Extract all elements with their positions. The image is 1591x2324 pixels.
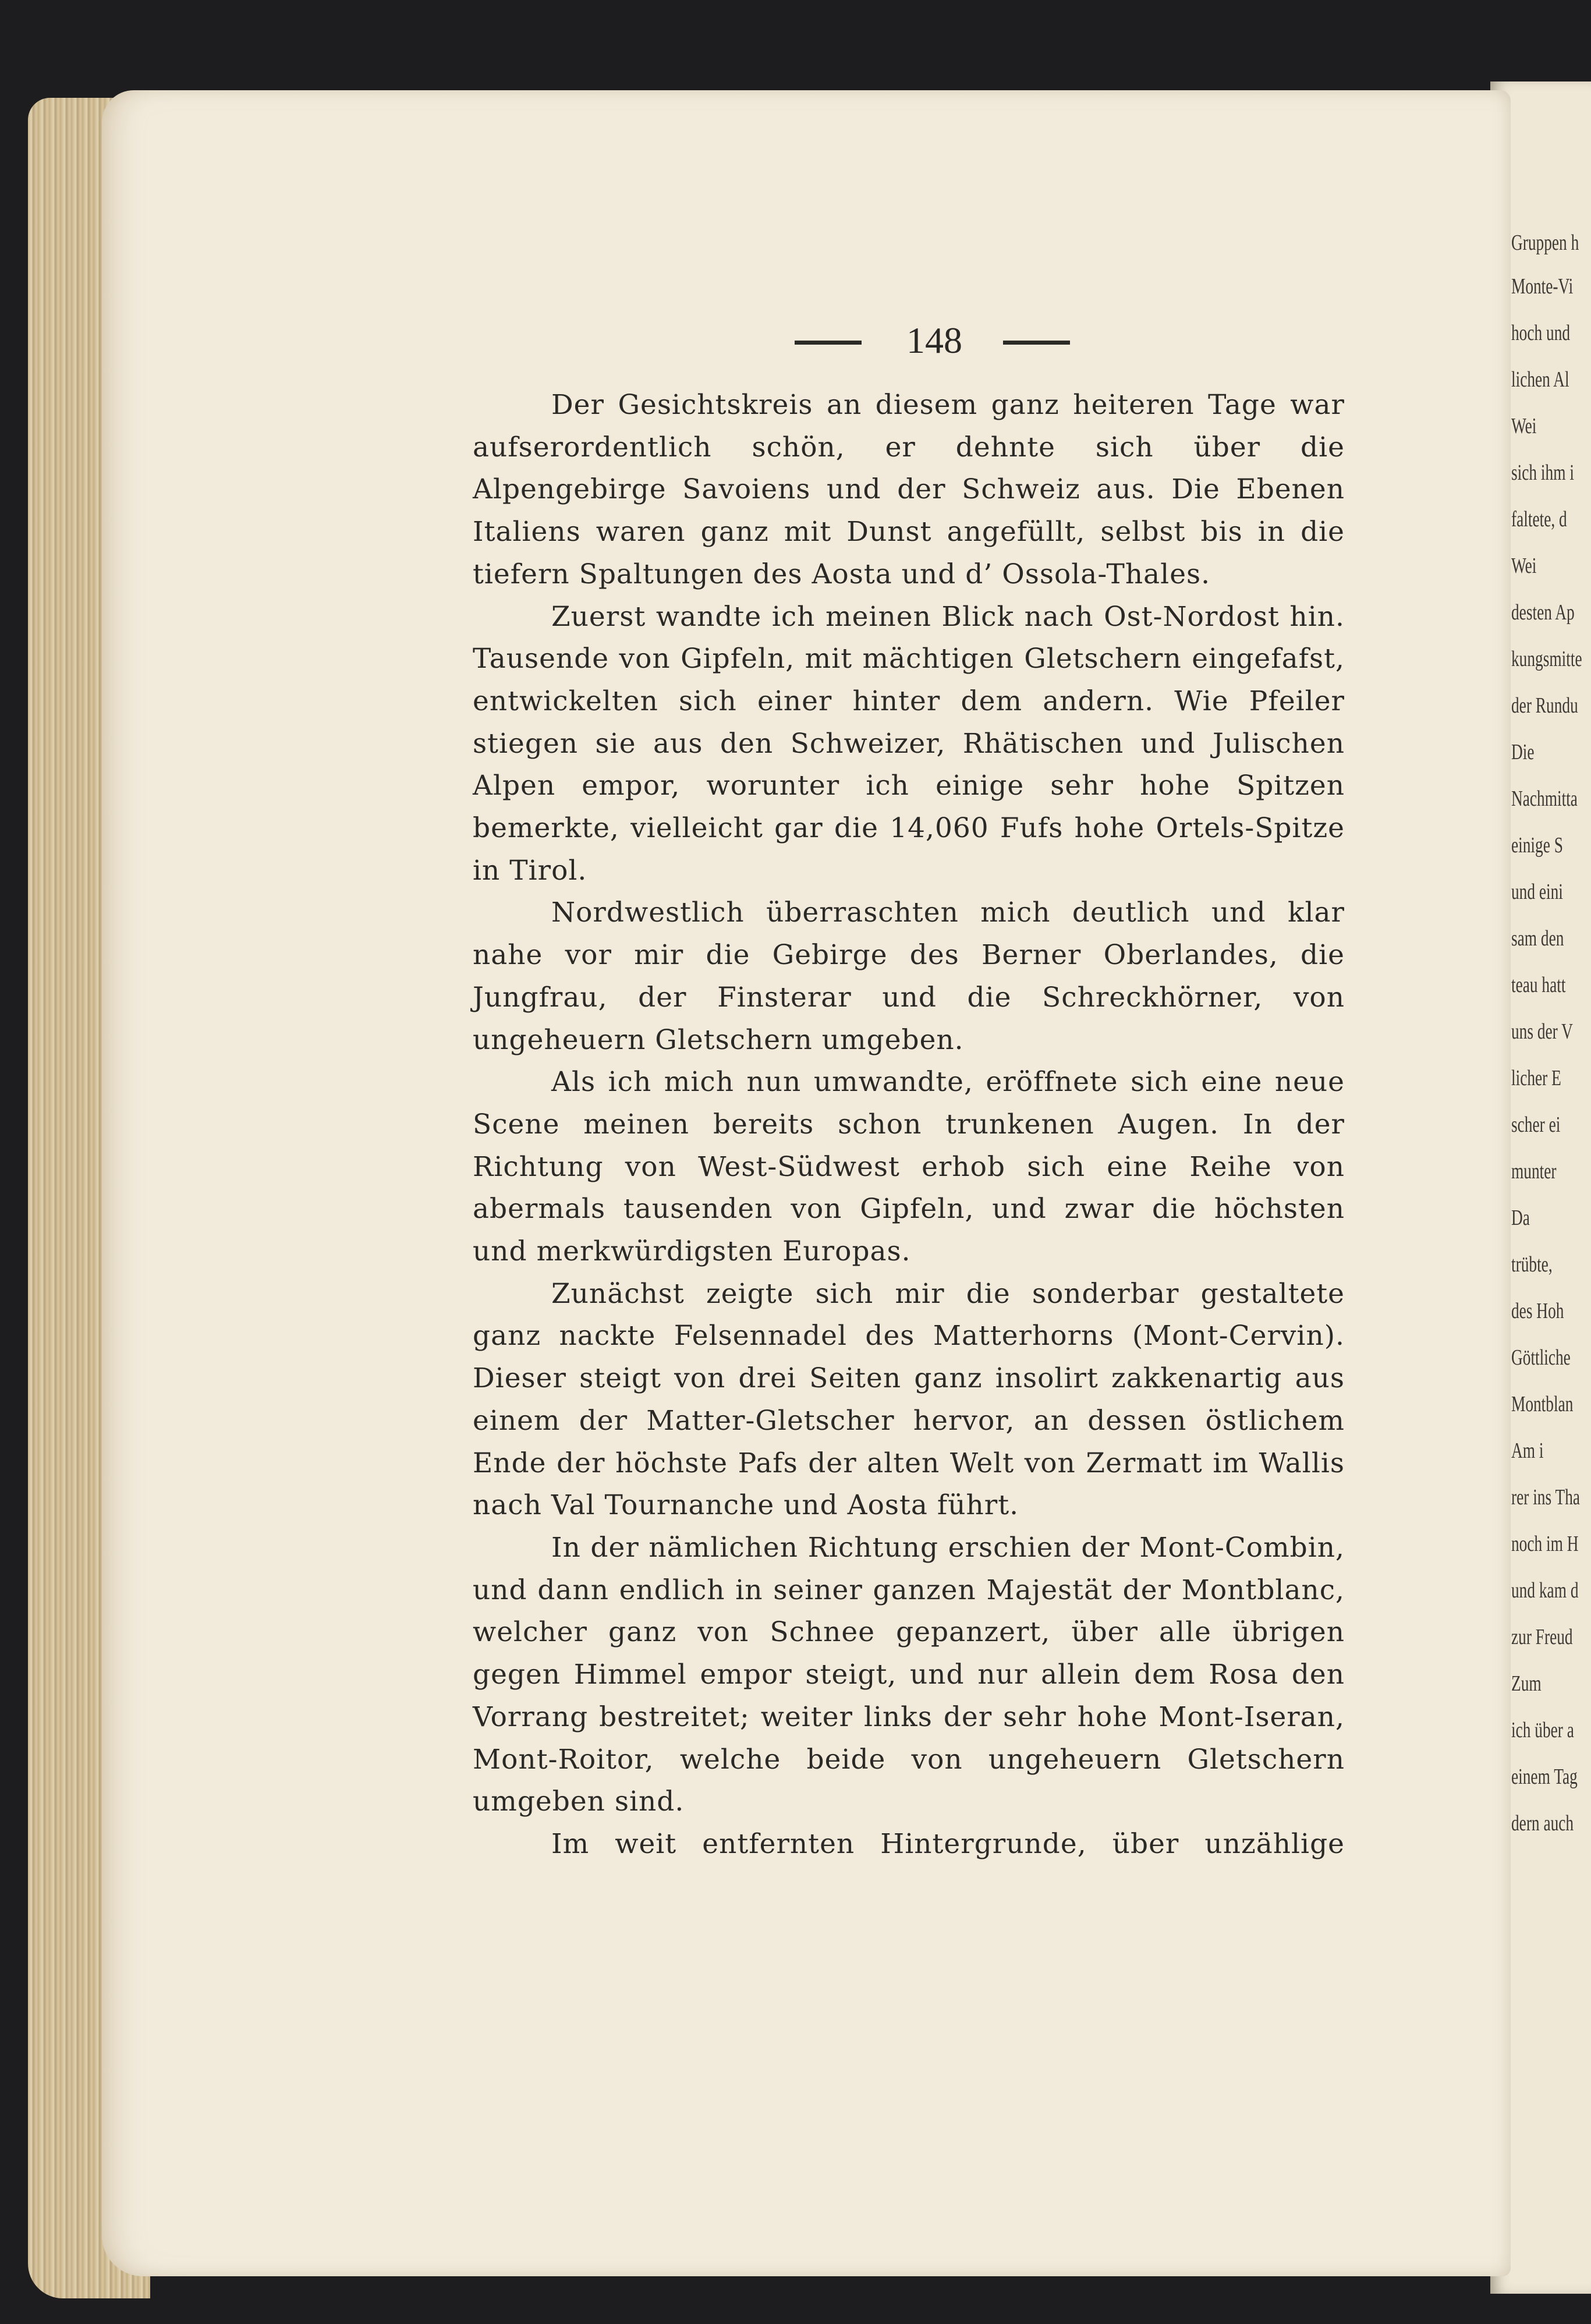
fragment-line: trübte, — [1511, 1252, 1553, 1277]
fragment-line: kungsmitte — [1511, 647, 1582, 671]
header-rule-left — [795, 341, 862, 345]
fragment-line: Zum — [1511, 1671, 1542, 1696]
fragment-line: rer ins Tha — [1511, 1485, 1581, 1510]
fragment-line: Montblan — [1511, 1392, 1574, 1416]
fragment-line: lichen Al — [1511, 367, 1569, 392]
fragment-line: uns der V — [1511, 1019, 1573, 1044]
fragment-line: Am i — [1511, 1439, 1544, 1463]
fragment-line: dern auch — [1511, 1811, 1574, 1836]
fragment-line: teau hatt — [1511, 973, 1566, 997]
fragment-line: Da — [1511, 1206, 1530, 1230]
fragment-line: faltete, d — [1511, 507, 1567, 532]
fragment-line: Die — [1511, 740, 1535, 764]
fragment-line: noch im H — [1511, 1532, 1579, 1556]
page-body — [473, 384, 1345, 1866]
fragment-line: und kam d — [1511, 1578, 1579, 1603]
fragment-line: einem Tag — [1511, 1765, 1578, 1789]
fragment-line: scher ei — [1511, 1113, 1561, 1137]
fragment-line: Monte-Vi — [1511, 274, 1574, 299]
paragraph: Als ich mich nun umwandte, eröffnete sich eine neue Scene meinen bereits schon trunkenen Augen. In der Richtung von West-Südwest erhob sich eine Reihe von abermals tausenden von Gipfeln, und zwar die höchsten und merkwürdigsten Europas. — [473, 1066, 1345, 1268]
paragraph: Zuerst wandte ich meinen Blick nach Ost-Nordost hin. Tausende von Gipfeln, mit mächtigen Gletschern eingefafst, entwickelten sich einer hinter dem andern. Wie Pfeiler stiegen sie aus den Schweizer, Rhätischen und Julischen Alpen empor, worunter ich einige sehr hohe Spitzen bemerkte, vielleicht gar die 14,060 Fufs hohe Ortels-Spitze in Tirol. — [473, 600, 1345, 887]
fragment-line: Nachmitta — [1511, 787, 1578, 811]
fragment-line: Wei — [1511, 554, 1537, 578]
page-header — [795, 317, 1086, 364]
fragment-line: Göttliche — [1511, 1345, 1571, 1370]
paragraph: Zunächst zeigte sich mir die sonderbar gestaltete ganz nackte Felsennadel des Matterhorns (Mont-Cervin). Dieser steigt von drei Seiten ganz insolirt zakkenartig aus einem der Matter-Gletscher hervor, an dessen östlichem Ende der höchste Pafs der alten Welt von Zermatt im Wallis nach Val Tournanche und Aosta führt. — [473, 1277, 1345, 1522]
fragment-line: einige S — [1511, 833, 1563, 858]
fragment-line: munter — [1511, 1159, 1557, 1184]
fragment-line: sam den — [1511, 926, 1564, 951]
fragment-line: Wei — [1511, 414, 1537, 438]
paragraph: Nordwestlich überraschten mich deutlich und klar nahe vor mir die Gebirge des Berner Oberlandes, die Jungfrau, der Finsterar und die Schreckhörner, von ungeheuern Gletschern umgeben. — [473, 897, 1345, 1056]
fragment-line: des Hoh — [1511, 1299, 1564, 1323]
paragraph-continued: Im weit entfernten Hintergrunde, über unzählige — [551, 1827, 1345, 1860]
fragment-line: und eini — [1511, 880, 1563, 904]
fragment-line: Gruppen h — [1511, 231, 1579, 255]
page-number: 148 — [906, 320, 962, 361]
paragraph: Der Gesichtskreis an diesem ganz heiteren Tage war aufserordentlich schön, er dehnte sich über die Alpengebirge Savoiens und der Schweiz aus. Die Ebenen Italiens waren ganz mit Dunst angefüllt, selbst bis in die tiefern Spaltungen des Aosta und d’ Ossola-Thales. — [473, 389, 1345, 590]
fragment-line: der Rundu — [1511, 693, 1578, 718]
fragment-line: licher E — [1511, 1066, 1561, 1090]
fragment-line: sich ihm i — [1511, 460, 1574, 485]
fragment-line: desten Ap — [1511, 600, 1575, 625]
fragment-line: hoch und — [1511, 321, 1571, 345]
paragraph: In der nämlichen Richtung erschien der Mont-Combin, und dann endlich in seiner ganzen Majestät der Montblanc, welcher ganz von Schnee gepanzert, über alle übrigen gegen Himmel empor steigt, und nur allein dem Rosa den Vorrang bestreitet; weiter links der sehr hohe Mont-Iseran, Mont-Roitor, welche beide von ungeheuern Gletschern umgeben sind. — [473, 1531, 1345, 1818]
fragment-line: ich über a — [1511, 1718, 1574, 1742]
fragment-line: zur Freud — [1511, 1625, 1573, 1649]
header-rule-right — [1003, 341, 1070, 345]
